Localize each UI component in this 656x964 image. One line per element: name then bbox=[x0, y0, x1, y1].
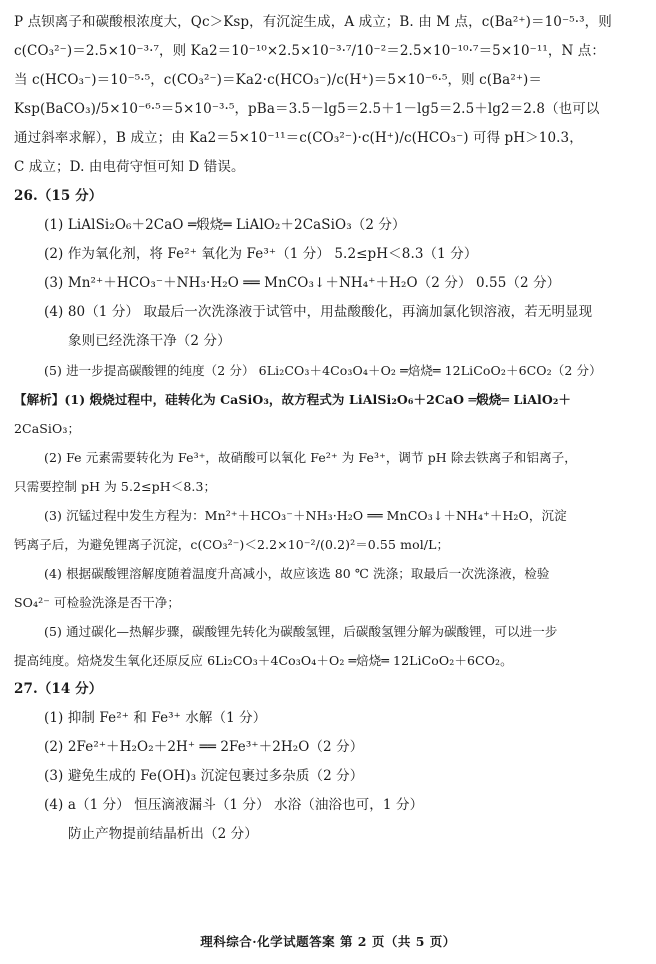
answer-26-4-cont: 象则已经洗涤干净（2 分） bbox=[68, 333, 231, 349]
answer-26-3: (3) Mn²⁺＋HCO₃⁻＋NH₃·H₂O ══ MnCO₃↓＋NH₄⁺＋H₂O（2 分） 0.55（2 分） bbox=[44, 275, 561, 291]
question-27-heading: 27.（14 分） bbox=[14, 681, 103, 697]
page-footer: 理科综合·化学试题答案 第 2 页（共 5 页） bbox=[200, 934, 456, 949]
analysis-26-2-cont: 只需要控制 pH 为 5.2≤pH＜8.3； bbox=[14, 479, 217, 494]
analysis-26-1: 【解析】(1) 煅烧过程中，硅转化为 CaSiO₃，故方程式为 LiAlSi₂O₆＋2CaO ═煅烧═ LiAlO₂＋ bbox=[14, 392, 572, 407]
answer-27-4: (4) a（1 分） 恒压滴液漏斗（1 分） 水浴（油浴也可，1 分） bbox=[44, 797, 424, 813]
text-line: C 成立；D. 由电荷守恒可知 D 错误。 bbox=[14, 159, 245, 175]
analysis-26-5: (5) 通过碳化—热解步骤，碳酸锂先转化为碳酸氢锂，后碳酸氢锂分解为碳酸锂，可以进一步 bbox=[44, 624, 558, 639]
answer-26-2: (2) 作为氧化剂，将 Fe²⁺ 氧化为 Fe³⁺（1 分） 5.2≤pH＜8.3（1 分） bbox=[44, 246, 478, 262]
analysis-26-2: (2) Fe 元素需要转化为 Fe³⁺，故硝酸可以氧化 Fe²⁺ 为 Fe³⁺，调节 pH 除去铁离子和铝离子， bbox=[44, 450, 577, 465]
analysis-26-4: (4) 根据碳酸锂溶解度随着温度升高减小，故应该选 80 ℃ 洗涤；取最后一次洗涤液，检验 bbox=[44, 566, 550, 581]
text-line: 通过斜率求解），B 成立；由 Ka2＝5×10⁻¹¹＝c(CO₃²⁻)·c(H⁺)/c(HCO₃⁻) 可得 pH＞10.3， bbox=[14, 130, 583, 146]
answer-26-5: (5) 进一步提高碳酸锂的纯度（2 分） 6Li₂CO₃＋4Co₃O₄＋O₂ ═焙烧═ 12LiCoO₂＋6CO₂（2 分） bbox=[44, 363, 602, 378]
answer-26-1: (1) LiAlSi₂O₆＋2CaO ═煅烧═ LiAlO₂＋2CaSiO₃（2 分） bbox=[44, 217, 406, 233]
answer-26-4: (4) 80（1 分） 取最后一次洗涤液于试管中，用盐酸酸化，再滴加氯化钡溶液，若无明显现 bbox=[44, 304, 593, 320]
answer-27-4-cont: 防止产物提前结晶析出（2 分） bbox=[68, 826, 258, 842]
text-line: 当 c(HCO₃⁻)＝10⁻⁵·⁵，c(CO₃²⁻)＝Ka2·c(HCO₃⁻)/c(H⁺)＝5×10⁻⁶·⁵，则 c(Ba²⁺)＝ bbox=[14, 72, 543, 88]
analysis-26-3: (3) 沉锰过程中发生方程为：Mn²⁺＋HCO₃⁻＋NH₃·H₂O ══ MnCO₃↓＋NH₄⁺＋H₂O，沉淀 bbox=[44, 508, 567, 523]
answer-27-3: (3) 避免生成的 Fe(OH)₃ 沉淀包裹过多杂质（2 分） bbox=[44, 768, 364, 784]
answer-27-2: (2) 2Fe²⁺＋H₂O₂＋2H⁺ ══ 2Fe³⁺＋2H₂O（2 分） bbox=[44, 739, 364, 755]
analysis-26-3-cont: 钙离子后，为避免锂离子沉淀，c(CO₃²⁻)＜2.2×10⁻²/(0.2)²＝0.55 mol/L； bbox=[14, 537, 450, 552]
analysis-26-1-cont: 2CaSiO₃； bbox=[14, 421, 81, 436]
analysis-26-4-cont: SO₄²⁻ 可检验洗涤是否干净； bbox=[14, 595, 181, 610]
text-line: Ksp(BaCO₃)/5×10⁻⁶·⁵＝5×10⁻³·⁵，pBa＝3.5－lg5＝2.5＋1－lg5＝2.5＋lg2＝2.8（也可以 bbox=[14, 101, 600, 117]
text-line: c(CO₃²⁻)＝2.5×10⁻³·⁷，则 Ka2＝10⁻¹⁰×2.5×10⁻³·⁷/10⁻²＝2.5×10⁻¹⁰·⁷＝5×10⁻¹¹，N 点： bbox=[14, 43, 606, 59]
question-26-heading: 26.（15 分） bbox=[14, 188, 103, 204]
text-line: P 点钡离子和碳酸根浓度大，Qc＞Ksp，有沉淀生成，A 成立；B. 由 M 点，c(Ba²⁺)＝10⁻⁵·³，则 bbox=[14, 14, 612, 30]
analysis-26-5-cont: 提高纯度。焙烧发生氧化还原反应 6Li₂CO₃＋4Co₃O₄＋O₂ ═焙烧═ 12LiCoO₂＋6CO₂。 bbox=[14, 653, 513, 668]
answer-27-1: (1) 抑制 Fe²⁺ 和 Fe³⁺ 水解（1 分） bbox=[44, 710, 267, 726]
